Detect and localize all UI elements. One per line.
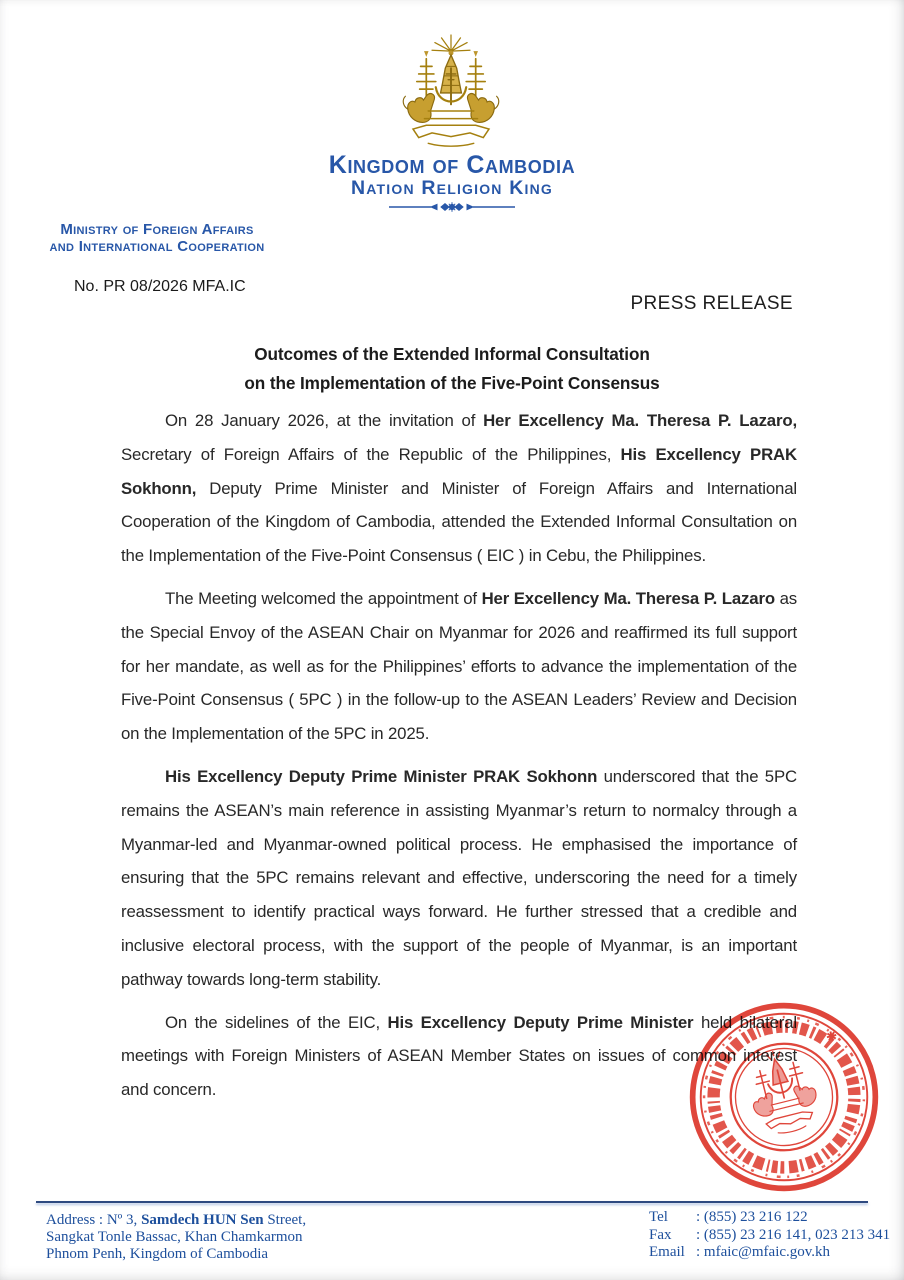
address-line3: Phnom Penh, Kingdom of Cambodia: [46, 1246, 269, 1262]
body-paragraph: The Meeting welcomed the appointment of Her Excellency Ma. Theresa P. Lazaro as the Special Envoy of the ASEAN Chair on Myanmar for 2026 and reaffirmed its full support for her mandate, as well as for the Philippines’ efforts to advance the implementation of the Five-Point Consensus ( 5PC ) in the follow-up to the ASEAN Leaders’ Review and Decision on the Implementation of the 5PC in 2025.: [121, 588, 798, 744]
fax-label: Fax: [649, 1226, 672, 1243]
ministry-name: [24, 221, 290, 255]
tel-value: : (855) 23 216 122: [696, 1209, 808, 1225]
address-line2: Sangkat Tonle Bassac, Khan Chamkarmon: [46, 1229, 303, 1245]
reference-number: No. PR 08/2026 MFA.IC: [74, 278, 246, 295]
ministry-line1: Ministry of Foreign Affairs: [60, 221, 254, 238]
fax-value: : (855) 23 216 141, 023 213 341: [696, 1226, 891, 1243]
ministry-line2: and International Cooperation: [49, 238, 265, 255]
press-release-label: PRESS RELEASE: [630, 293, 793, 314]
email-label: Email: [649, 1244, 685, 1260]
document-body: [121, 404, 797, 1116]
royal-arms-icon: [394, 30, 508, 154]
body-paragraph: His Excellency Deputy Prime Minister PRAK Sokhonn underscored that the 5PC remains the ASEAN’s main reference in assisting Myanmar’s return to normalcy through a Myanmar-led and Myanmar-owned political process. He emphasised the importance of ensuring that the 5PC remains relevant and effective, underscoring the need for a timely reassessment to identify practical ways forward. He further stressed that a credible and inclusive electoral process, with the support of the people of Myanmar, is an important pathway towards long-term stability.: [121, 766, 798, 989]
ornament-divider-icon: [387, 200, 517, 214]
address-block: [46, 1212, 306, 1263]
contact-block: [649, 1209, 890, 1262]
motto-title: Nation Religion King: [350, 177, 554, 199]
contact-row-fax: [649, 1227, 890, 1245]
contact-row-email: [649, 1244, 890, 1262]
tel-label: Tel: [649, 1209, 668, 1225]
address-line1: Address : Nº 3, Samdech HUN Sen Street,: [46, 1212, 307, 1228]
document-title-line2: on the Implementation of the Five-Point Consensus: [244, 373, 660, 393]
footer-divider: [36, 1201, 868, 1203]
kingdom-title: Kingdom of Cambodia: [328, 151, 576, 179]
email-value: : mfaic@mfaic.gov.kh: [696, 1244, 831, 1260]
document-title-line1: Outcomes of the Extended Informal Consultation: [254, 344, 650, 364]
body-paragraph: On the sidelines of the EIC, His Excellency Deputy Prime Minister held bilateral meetings with Foreign Ministers of ASEAN Member States on issues of common interest and concern.: [121, 1012, 797, 1100]
contact-row-tel: [649, 1209, 890, 1227]
body-paragraph: On 28 January 2026, at the invitation of Her Excellency Ma. Theresa P. Lazaro, Secretary of Foreign Affairs of the Republic of the Philippines, His Excellency PRAK Sokhonn, Deputy Prime Minister and Minister of Foreign Affairs and International Cooperation of the Kingdom of Cambodia, attended the Extended Informal Consultation on the Implementation of the Five-Point Consensus ( EIC ) in Cebu, the Philippines.: [121, 411, 797, 566]
document-title: [0, 340, 904, 398]
